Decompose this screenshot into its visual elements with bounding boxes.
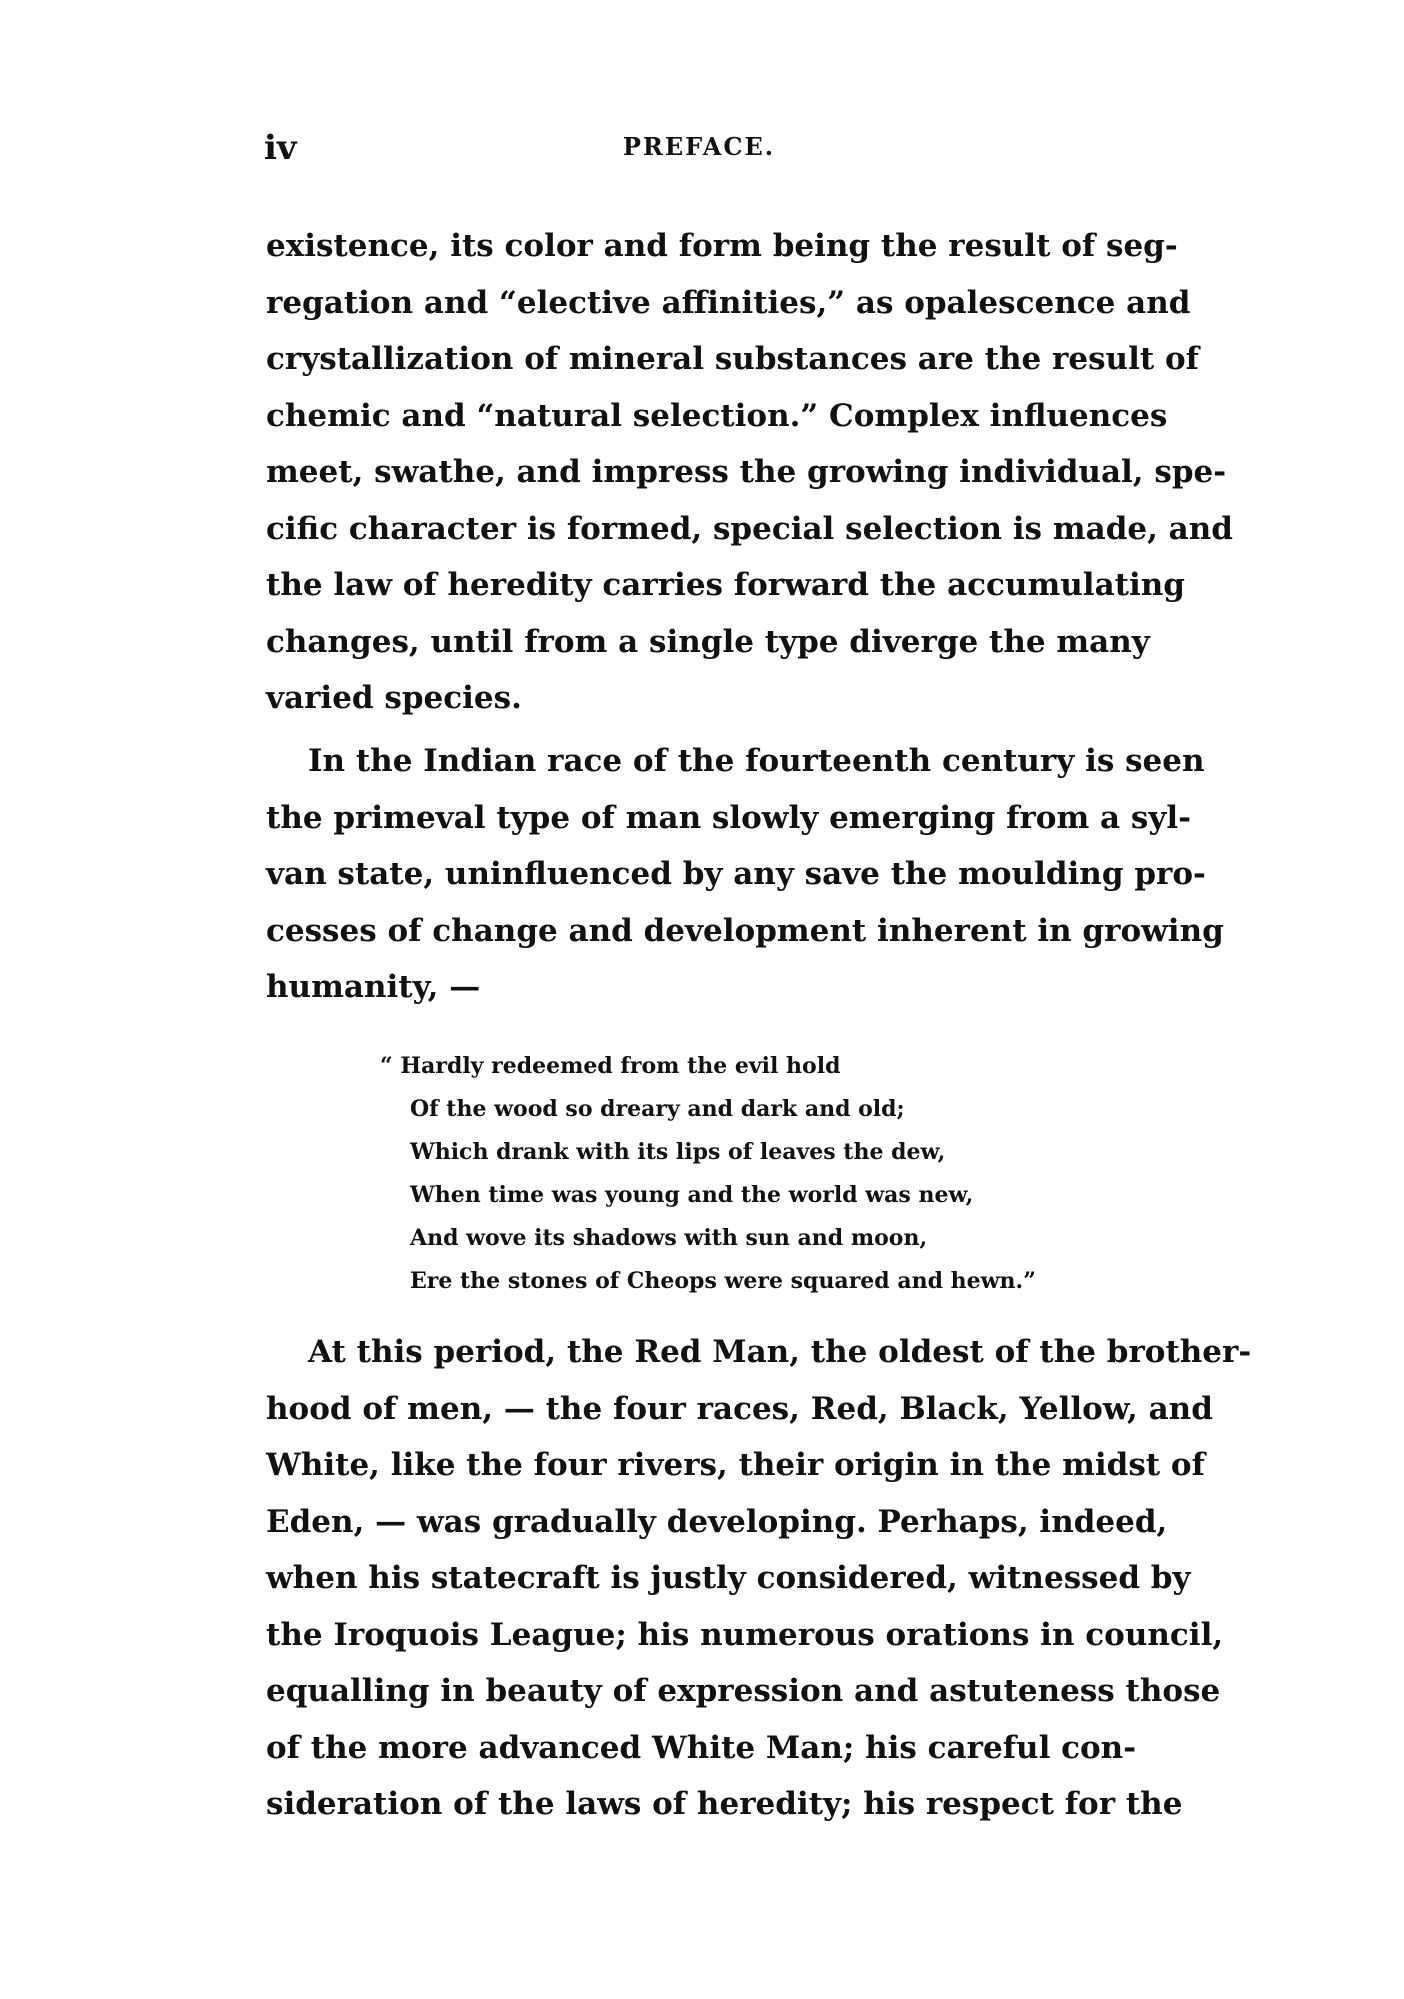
text-line: humanity, —: [266, 969, 481, 1005]
text-line: regation and “elective affinities,” as opalescence and: [266, 284, 1191, 321]
text-line: changes, until from a single type diverge the many: [266, 623, 1150, 660]
text-line: van state, uninfluenced by any save the moulding pro-: [266, 856, 1206, 892]
text-line: Eden, — was gradually developing. Perhaps, indeed,: [266, 1503, 1168, 1540]
text-line: the Iroquois League; his numerous orations in council,: [266, 1616, 1224, 1653]
running-head: PREFACE.: [622, 132, 776, 161]
poem-line: Of the wood so dreary and dark and old;: [410, 1096, 905, 1122]
paragraph-3: [266, 1324, 1252, 1833]
poem-quotation: [380, 1045, 1040, 1303]
text-line: equalling in beauty of expression and astuteness those: [266, 1673, 1221, 1709]
page-number: iv: [264, 128, 297, 168]
page-header: [264, 128, 1134, 178]
text-line: cesses of change and development inherent in growing: [266, 912, 1224, 949]
text-line: when his statecraft is justly considered, witnessed by: [266, 1560, 1191, 1596]
text-line: crystallization of mineral substances are the result of: [266, 341, 1199, 377]
text-line: sideration of the laws of heredity; his respect for the: [266, 1786, 1183, 1822]
text-line: varied species.: [266, 680, 522, 716]
text-line: the primeval type of man slowly emerging from a syl-: [266, 799, 1192, 836]
text-line: At this period, the Red Man, the oldest of the brother-: [308, 1334, 1252, 1370]
paragraph-2: [266, 733, 1224, 1016]
text-line: chemic and “natural selection.” Complex influences: [266, 397, 1168, 434]
paragraph-1: [266, 218, 1233, 727]
text-line: of the more advanced White Man; his careful con-: [266, 1729, 1137, 1766]
poem-line: “ Hardly redeemed from the evil hold: [380, 1053, 841, 1079]
poem-line: When time was young and the world was new,: [410, 1182, 974, 1208]
text-line: existence, its color and form being the result of seg-: [266, 228, 1178, 264]
text-line: In the Indian race of the fourteenth century is seen: [308, 743, 1205, 779]
text-line: meet, swathe, and impress the growing individual, spe-: [266, 454, 1227, 490]
poem-line: And wove its shadows with sun and moon,: [410, 1225, 928, 1251]
text-line: the law of heredity carries forward the accumulating: [266, 567, 1185, 603]
poem-line: Which drank with its lips of leaves the dew,: [410, 1139, 946, 1165]
text-line: hood of men, — the four races, Red, Black, Yellow, and: [266, 1390, 1213, 1427]
poem-line: Ere the stones of Cheops were squared and hewn.”: [410, 1268, 1036, 1294]
text-line: cific character is formed, special selection is made, and: [266, 510, 1233, 547]
text-line: White, like the four rivers, their origin in the midst of: [266, 1447, 1205, 1483]
